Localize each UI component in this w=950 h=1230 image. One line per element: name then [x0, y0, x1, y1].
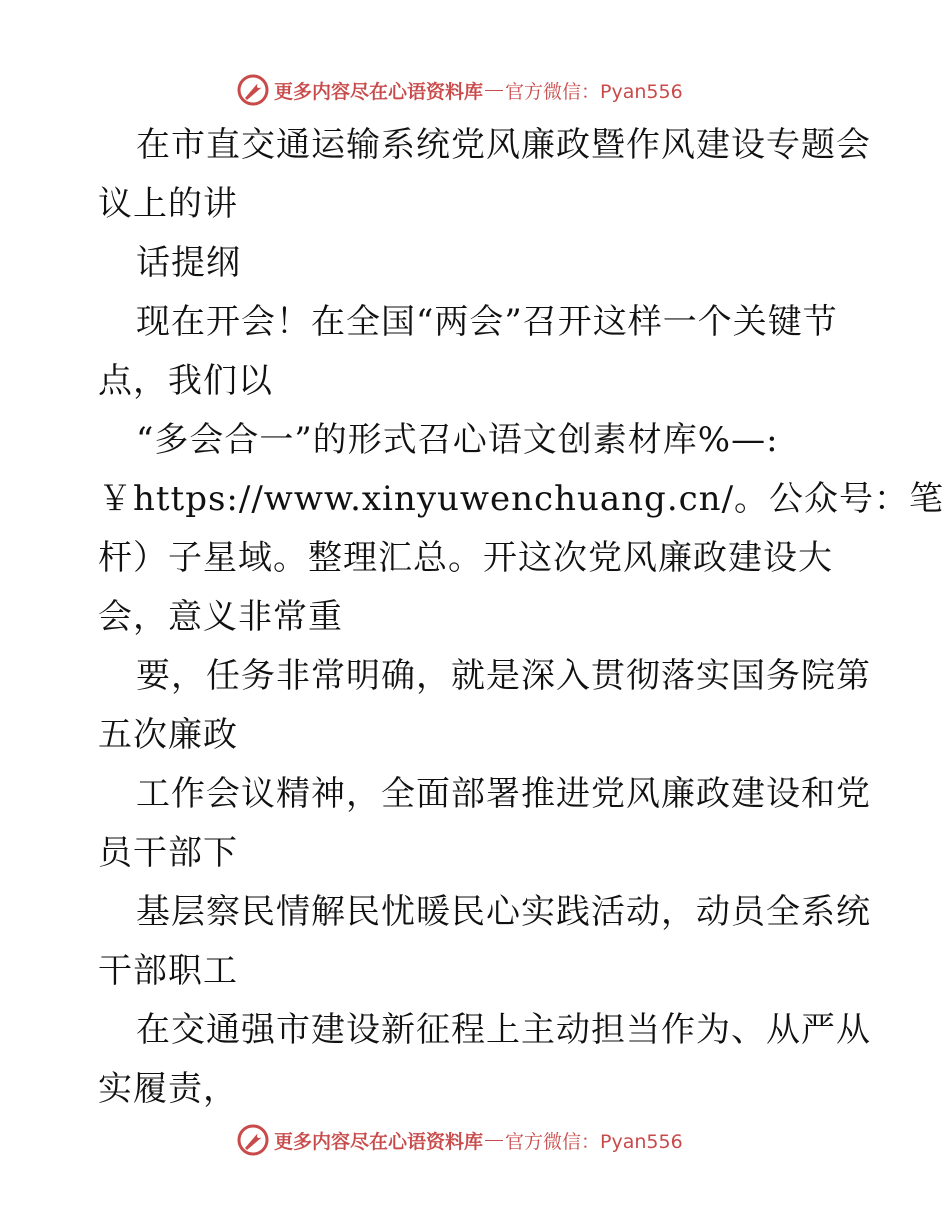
watermark-banner-bottom — [236, 1122, 716, 1158]
text-line: 点，我们以 — [98, 361, 273, 401]
watermark-suffix: 官方微信：Pyan556 — [505, 1130, 683, 1153]
text-line: 工作会议精神，全面部署推进党风廉政建设和党 — [136, 774, 871, 814]
text-line: 会，意义非常重 — [98, 597, 343, 637]
watermark-text: 更多内容尽在心语资料库 — [274, 80, 484, 103]
pen-nib-circle-icon — [236, 73, 270, 107]
watermark-banner-top — [236, 72, 716, 108]
text-line: 基层察民情解民忧暖民心实践活动，动员全系统 — [136, 892, 871, 932]
text-line: 议上的讲 — [98, 184, 238, 224]
text-line: 干部职工 — [98, 951, 238, 991]
text-line: 在市直交通运输系统党风廉政暨作风建设专题会 — [136, 125, 871, 165]
watermark-separator — [485, 90, 503, 91]
watermark-separator — [485, 1140, 503, 1141]
text-line: “多会合一”的形式召心语文创素材库%—: — [136, 420, 779, 460]
text-line: 在交通强市建设新征程上主动担当作为、从严从 — [136, 1010, 871, 1050]
text-line: 五次廉政 — [98, 715, 238, 755]
text-line: 话提纲 — [136, 243, 241, 283]
watermark-suffix: 官方微信：Pyan556 — [505, 80, 683, 103]
watermark-text: 更多内容尽在心语资料库 — [274, 1130, 484, 1153]
text-line: ￥https://www.xinyuwenchuang.cn/。公众号：笔 — [98, 479, 945, 519]
pen-nib-circle-icon — [236, 1123, 270, 1157]
text-line: 杆）子星域。整理汇总。开这次党风廉政建设大 — [98, 538, 833, 578]
text-line: 现在开会！在全国“两会”召开这样一个关键节 — [136, 302, 838, 342]
text-line: 要，任务非常明确，就是深入贯彻落实国务院第 — [136, 656, 871, 696]
text-line: 实履责， — [98, 1069, 238, 1109]
text-line: 员干部下 — [98, 833, 238, 873]
